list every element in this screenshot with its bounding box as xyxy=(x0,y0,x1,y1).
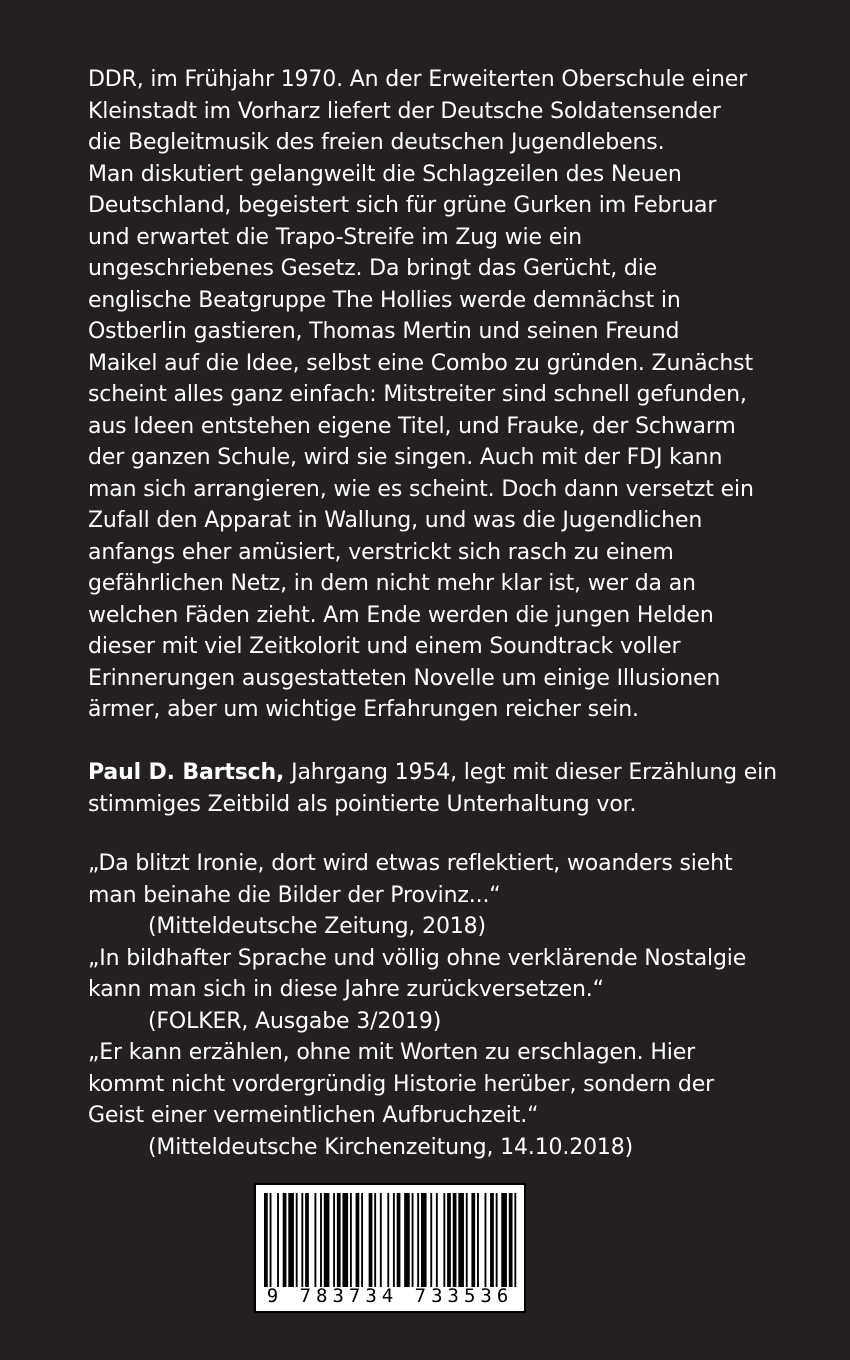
barcode-bar xyxy=(333,1193,335,1287)
review-quote-line: kann man sich in diese Jahre zurückversetzen.“ xyxy=(88,977,604,1002)
barcode-bar xyxy=(436,1193,438,1287)
barcode-bar xyxy=(466,1193,468,1287)
blurb-line: ärmer, aber um wichtige Erfahrungen reicher sein. xyxy=(88,697,639,722)
barcode-bar xyxy=(337,1193,341,1287)
blurb-text xyxy=(88,64,788,726)
barcode-bar xyxy=(369,1193,373,1287)
review-quote-line: man beinahe die Bilder der Provinz...“ xyxy=(88,882,501,908)
isbn-barcode xyxy=(254,1183,526,1313)
barcode-bar xyxy=(387,1193,389,1287)
barcode-bar xyxy=(277,1193,279,1287)
author-bio-line: stimmiges Zeitbild als pointierte Unterhaltung vor. xyxy=(88,791,637,817)
review-quote-line: „Da blitzt Ironie, dort wird etwas reflektiert, woanders sieht xyxy=(88,851,733,876)
blurb-line: DDR, im Frühjahr 1970. An der Erweiterten Oberschule einer xyxy=(88,67,748,92)
barcode-bar xyxy=(397,1193,401,1287)
blurb-line: dieser mit viel Zeitkolorit und einem Soundtrack voller xyxy=(88,634,681,659)
review-quote-line: „Er kann erzählen, ohne mit Worten zu erschlagen. Hier xyxy=(88,1040,696,1065)
blurb-line: Ostberlin gastieren, Thomas Mertin und seinen Freund xyxy=(88,319,680,344)
barcode-bar xyxy=(283,1193,287,1287)
barcode-bar xyxy=(380,1193,382,1287)
review-source: (Mitteldeutsche Kirchenzeitung, 14.10.2018) xyxy=(148,1134,634,1160)
blurb-line: Deutschland, begeistert sich für grüne Gurken im Februar xyxy=(88,193,717,218)
barcode-bar xyxy=(342,1193,348,1287)
blurb-line: ungeschriebenes Gesetz. Da bringt das Gerücht, die xyxy=(88,256,658,281)
barcode-bar xyxy=(477,1193,479,1287)
barcode-bar xyxy=(430,1193,432,1287)
blurb-line: die Begleitmusik des freien deutschen Jugendlebens. xyxy=(88,130,665,155)
barcode-bar xyxy=(443,1193,445,1287)
barcode-bar xyxy=(421,1193,427,1287)
barcode-bar xyxy=(296,1193,298,1287)
barcode-bars xyxy=(264,1193,520,1287)
barcode-bar xyxy=(485,1193,487,1287)
barcode-bar xyxy=(490,1193,494,1287)
blurb-line: welchen Fäden zieht. Am Ende werden die jungen Helden xyxy=(88,602,714,628)
barcode-bar xyxy=(509,1193,513,1287)
barcode-bar xyxy=(412,1193,414,1287)
blurb-line: englische Beatgruppe The Hollies werde demnächst in xyxy=(88,287,681,313)
review-source: (Mitteldeutsche Zeitung, 2018) xyxy=(148,914,486,939)
review-source: (FOLKER, Ausgabe 3/2019) xyxy=(148,1008,442,1034)
barcode-bar xyxy=(514,1193,516,1287)
barcode-bar xyxy=(393,1193,395,1287)
author-bio-text: Jahrgang 1954, legt mit dieser Erzählung ein xyxy=(284,760,777,785)
barcode-bar xyxy=(288,1193,294,1287)
barcode-bar xyxy=(374,1193,376,1287)
blurb-line: Maikel auf die Idee, selbst eine Combo zu gründen. Zunächst xyxy=(88,350,753,376)
barcode-bar xyxy=(350,1193,352,1287)
barcode-bar xyxy=(356,1193,360,1287)
blurb-line: gefährlichen Netz, in dem nicht mehr klar ist, wer da an xyxy=(88,571,696,596)
blurb-line: Man diskutiert gelangweilt die Schlagzeilen des Neuen xyxy=(88,161,682,187)
barcode-bar xyxy=(270,1193,272,1287)
barcode-bar xyxy=(471,1193,475,1287)
barcode-bar xyxy=(404,1193,410,1287)
barcode-bar xyxy=(417,1193,419,1287)
barcode-bar xyxy=(361,1193,363,1287)
barcode-bar xyxy=(496,1193,498,1287)
barcode-bar xyxy=(453,1193,457,1287)
barcode-bar xyxy=(305,1193,309,1287)
review-quote-line: „In bildhafter Sprache und völlig ohne verklärende Nostalgie xyxy=(88,945,747,971)
reviews xyxy=(88,848,788,1163)
barcode-bar xyxy=(324,1193,330,1287)
barcode-bar xyxy=(314,1193,316,1287)
barcode-bar xyxy=(458,1193,464,1287)
blurb-line: Zufall den Apparat in Wallung, und was die Jugendlichen xyxy=(88,508,703,533)
barcode-bar xyxy=(301,1193,303,1287)
review-quote-line: Geist einer vermeintlichen Aufbruchzeit.“ xyxy=(88,1103,539,1128)
barcode-bar xyxy=(264,1193,268,1287)
barcode-digits: 9 783734 733536 xyxy=(266,1285,514,1307)
author-bio xyxy=(88,757,788,820)
blurb-line: der ganzen Schule, wird sie singen. Auch mit der FDJ kann xyxy=(88,445,723,470)
barcode-bar xyxy=(320,1193,322,1287)
blurb-line: und erwartet die Trapo-Streife im Zug wie ein xyxy=(88,224,582,250)
blurb-line: man sich arrangieren, wie es scheint. Doch dann versetzt ein xyxy=(88,476,754,502)
barcode-bar xyxy=(447,1193,451,1287)
barcode-bar xyxy=(501,1193,507,1287)
blurb-line: anfangs eher amüsiert, verstrickt sich rasch zu einem xyxy=(88,539,674,565)
author-bio-line xyxy=(88,757,788,789)
author-name: Paul D. Bartsch, xyxy=(88,760,285,785)
blurb-line: Kleinstadt im Vorharz liefert der Deutsche Soldatensender xyxy=(88,98,721,124)
blurb-line: scheint alles ganz einfach: Mitstreiter sind schnell gefunden, xyxy=(88,382,747,407)
blurb-line: Erinnerungen ausgestatteten Novelle um einige Illusionen xyxy=(88,665,721,691)
review-quote-line: kommt nicht vordergründig Historie herüber, sondern der xyxy=(88,1071,714,1097)
blurb-line: aus Ideen entstehen eigene Titel, und Frauke, der Schwarm xyxy=(88,413,736,439)
